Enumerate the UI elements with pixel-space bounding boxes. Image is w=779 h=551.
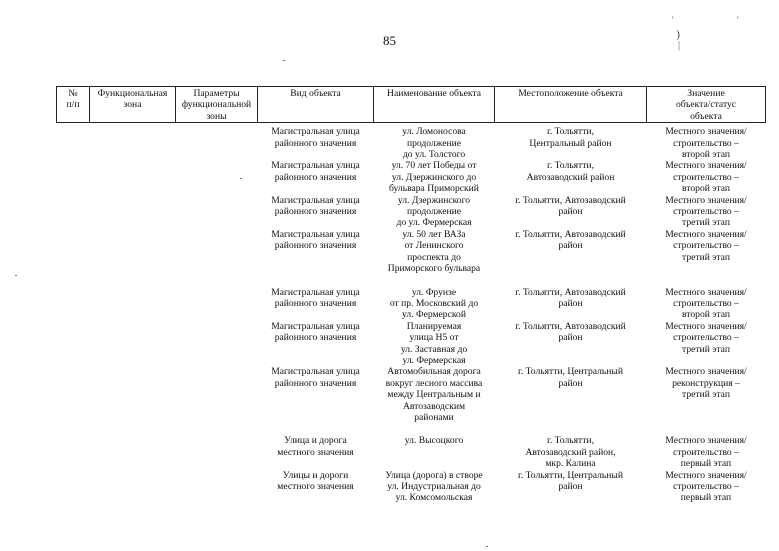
scan-dot [15,275,17,276]
cell-object-location: г. Тольятти, Автозаводский район [526,160,615,183]
cell-object-kind: Магистральная улица районного значения [271,320,360,344]
cell-object-location: г. Тольятти, Центральный район [529,126,612,149]
cell-object-location: г. Тольятти, Центральный район [518,366,623,389]
cell-number [57,195,90,229]
cell-object-kind: Улица и дорога местного значения [277,435,354,458]
cell-number [57,321,90,367]
cell-zone-parameters [176,229,258,287]
cell-object-kind: Магистральная улица районного значения [271,126,360,149]
cell-object-location: г. Тольятти, Автозаводский район [515,228,626,252]
objects-table [56,86,766,504]
cell-object-location: г. Тольятти, Автозаводский район [515,194,626,218]
table-row [57,287,766,321]
cell-object-name: Автомобильная дорога вокруг лесного массива между Центральным и Автозаводским районами [385,366,483,423]
cell-functional-zone [90,321,176,367]
cell-object-location: г. Тольятти, Центральный район [518,469,623,492]
header-object-location: Местоположение объекта [495,87,647,123]
scan-mark: ' [737,15,739,25]
cell-object-name: ул. 70 лет Победы от ул. Дзержинского до бульвара Приморский [389,160,479,195]
scan-dot [283,60,285,61]
header-object-status: Значение объекта/статус объекта [647,87,766,123]
table-row [57,195,766,229]
cell-number [57,123,90,161]
cell-object-name: ул. Фрунзе от пр. Московский до ул. Фермерской [389,286,479,321]
page-number: 85 [383,33,396,48]
cell-object-kind: Магистральная улица районного значения [271,286,360,309]
cell-number [57,435,90,469]
table-header-row [57,87,766,123]
scan-mark: | [678,40,681,51]
cell-number [57,366,90,435]
cell-object-location: г. Тольятти, Автозаводский район [515,286,626,309]
cell-object-name: ул. Ломоносова продолжение до ул. Толстого [402,126,466,161]
cell-zone-parameters [176,195,258,229]
cell-functional-zone [90,160,176,194]
cell-object-kind: Магистральная улица районного значения [271,194,360,218]
cell-number [57,470,90,504]
cell-object-status: Местного значения/ строительство – третий этап [665,320,747,355]
table-row [57,321,766,367]
header-object-name: Наименование объекта [374,87,495,123]
cell-functional-zone [90,123,176,161]
table-row [57,123,766,161]
cell-zone-parameters [176,366,258,435]
table-row [57,470,766,504]
cell-functional-zone [90,195,176,229]
cell-object-name: Планируемая улица Н5 от ул. Заставная до ул. Фермерская [400,320,468,366]
table-row [57,435,766,469]
cell-object-status: Местного значения/ строительство – второй этап [665,126,747,161]
cell-object-kind: Магистральная улица районного значения [271,366,360,389]
scan-mark: ' [672,15,674,25]
cell-object-name: ул. Дзержинского продолжение до ул. Фермерская [396,194,472,229]
cell-object-status: Местного значения/ реконструкция – третий этап [665,366,747,401]
cell-object-name: Улица (дорога) в створе ул. Индустриальная до ул. Комсомольская [385,469,483,504]
cell-zone-parameters [176,470,258,504]
cell-zone-parameters [176,123,258,161]
cell-object-status: Местного значения/ строительство – третий этап [665,194,747,229]
cell-object-status: Местного значения/ строительство – третий этап [665,228,747,263]
cell-functional-zone [90,229,176,287]
cell-zone-parameters [176,321,258,367]
cell-functional-zone [90,366,176,435]
cell-object-name: ул. 50 лет ВАЗа от Ленинского проспекта до Приморского бульвара [387,228,481,275]
cell-object-status: Местного значения/ строительство – второй этап [665,160,747,195]
header-object-kind: Вид объекта [258,87,374,123]
cell-object-location: г. Тольятти, Автозаводский район [515,320,626,344]
header-zone-parameters: Параметры функциональной зоны [176,87,258,123]
cell-object-kind: Магистральная улица районного значения [271,228,360,252]
cell-object-status: Местного значения/ строительство – первый этап [665,469,747,504]
cell-object-status: Местного значения/ строительство – второй этап [665,286,747,321]
cell-number [57,160,90,194]
cell-functional-zone [90,435,176,469]
header-functional-zone: Функциональная зона [90,87,176,123]
scan-dot [486,546,488,547]
header-number: № п/п [57,87,90,123]
table-row [57,229,766,287]
cell-number [57,229,90,287]
cell-zone-parameters [176,160,258,194]
table-row [57,160,766,194]
table-row [57,366,766,435]
cell-functional-zone [90,470,176,504]
cell-functional-zone [90,287,176,321]
cell-object-location: г. Тольятти, Автозаводский район, мкр. Калина [525,435,616,470]
cell-object-status: Местного значения/ строительство – первый этап [665,435,747,470]
cell-object-kind: Магистральная улица районного значения [271,160,360,183]
scan-mark: ) [676,27,680,41]
cell-number [57,287,90,321]
cell-object-kind: Улицы и дороги местного значения [277,469,354,492]
cell-zone-parameters [176,435,258,469]
cell-zone-parameters [176,287,258,321]
cell-object-name: ул. Высоцкого [404,435,464,447]
